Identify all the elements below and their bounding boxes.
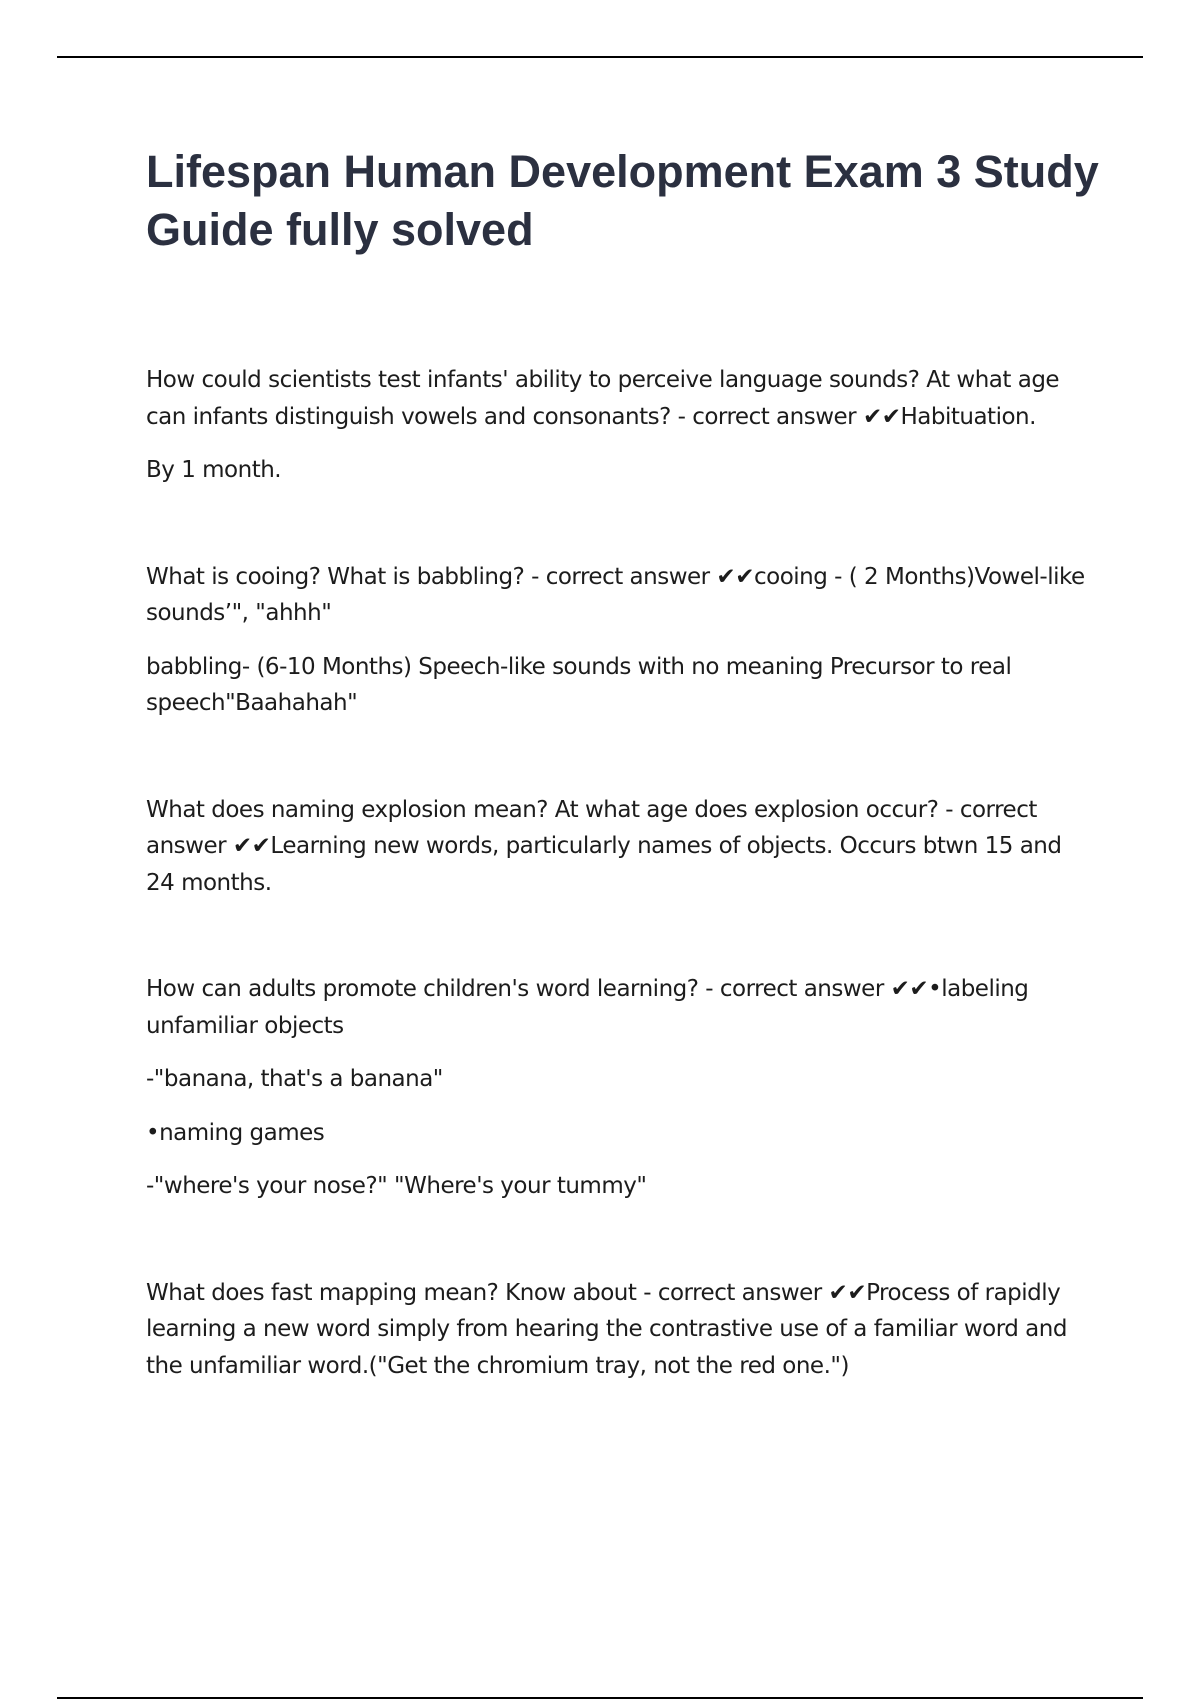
qa-2-answer-detail: babbling- (6-10 Months) Speech-like sounds with no meaning Precursor to real speech"Baahahah"	[146, 653, 1012, 716]
qa-entry-4	[146, 971, 1091, 1205]
qa-1-question-answer: How could scientists test infants' ability to perceive language sounds? At what age can infants distinguish vowels and consonants? - correct answer ✔✔Habituation.	[146, 367, 1060, 430]
qa-entry-5	[146, 1275, 1091, 1385]
qa-entry-1	[146, 362, 1091, 489]
qa-4-example-1: -"banana, that's a banana"	[146, 1066, 443, 1092]
page-title: Lifespan Human Development Exam 3 Study Guide fully solved	[146, 146, 1099, 255]
qa-4-bullet-2: •naming games	[146, 1119, 325, 1146]
qa-entry-2	[146, 559, 1091, 722]
qa-1-answer-detail: By 1 month.	[146, 457, 282, 483]
header-rule	[57, 56, 1143, 58]
footer-rule	[57, 1697, 1143, 1699]
qa-4-question-answer: How can adults promote children's word learning? - correct answer ✔✔•labeling unfamiliar objects	[146, 976, 1029, 1039]
qa-entry-3	[146, 792, 1091, 902]
qa-5-question-answer: What does fast mapping mean? Know about - correct answer ✔✔Process of rapidly learning a new word simply from hearing the contrastive use of a familiar word and the unfamiliar word.("Get the chromium tray, not the red one.")	[146, 1279, 1067, 1379]
study-guide-content	[146, 362, 1091, 1454]
qa-4-example-2: -"where's your nose?" "Where's your tummy"	[146, 1173, 647, 1199]
qa-3-question-answer: What does naming explosion mean? At what age does explosion occur? - correct answer ✔✔Learning new words, particularly names of objects. Occurs btwn 15 and 24 months.	[146, 796, 1062, 896]
qa-2-question-answer: What is cooing? What is babbling? - correct answer ✔✔cooing - ( 2 Months)Vowel-like sounds’", "ahhh"	[146, 563, 1085, 626]
